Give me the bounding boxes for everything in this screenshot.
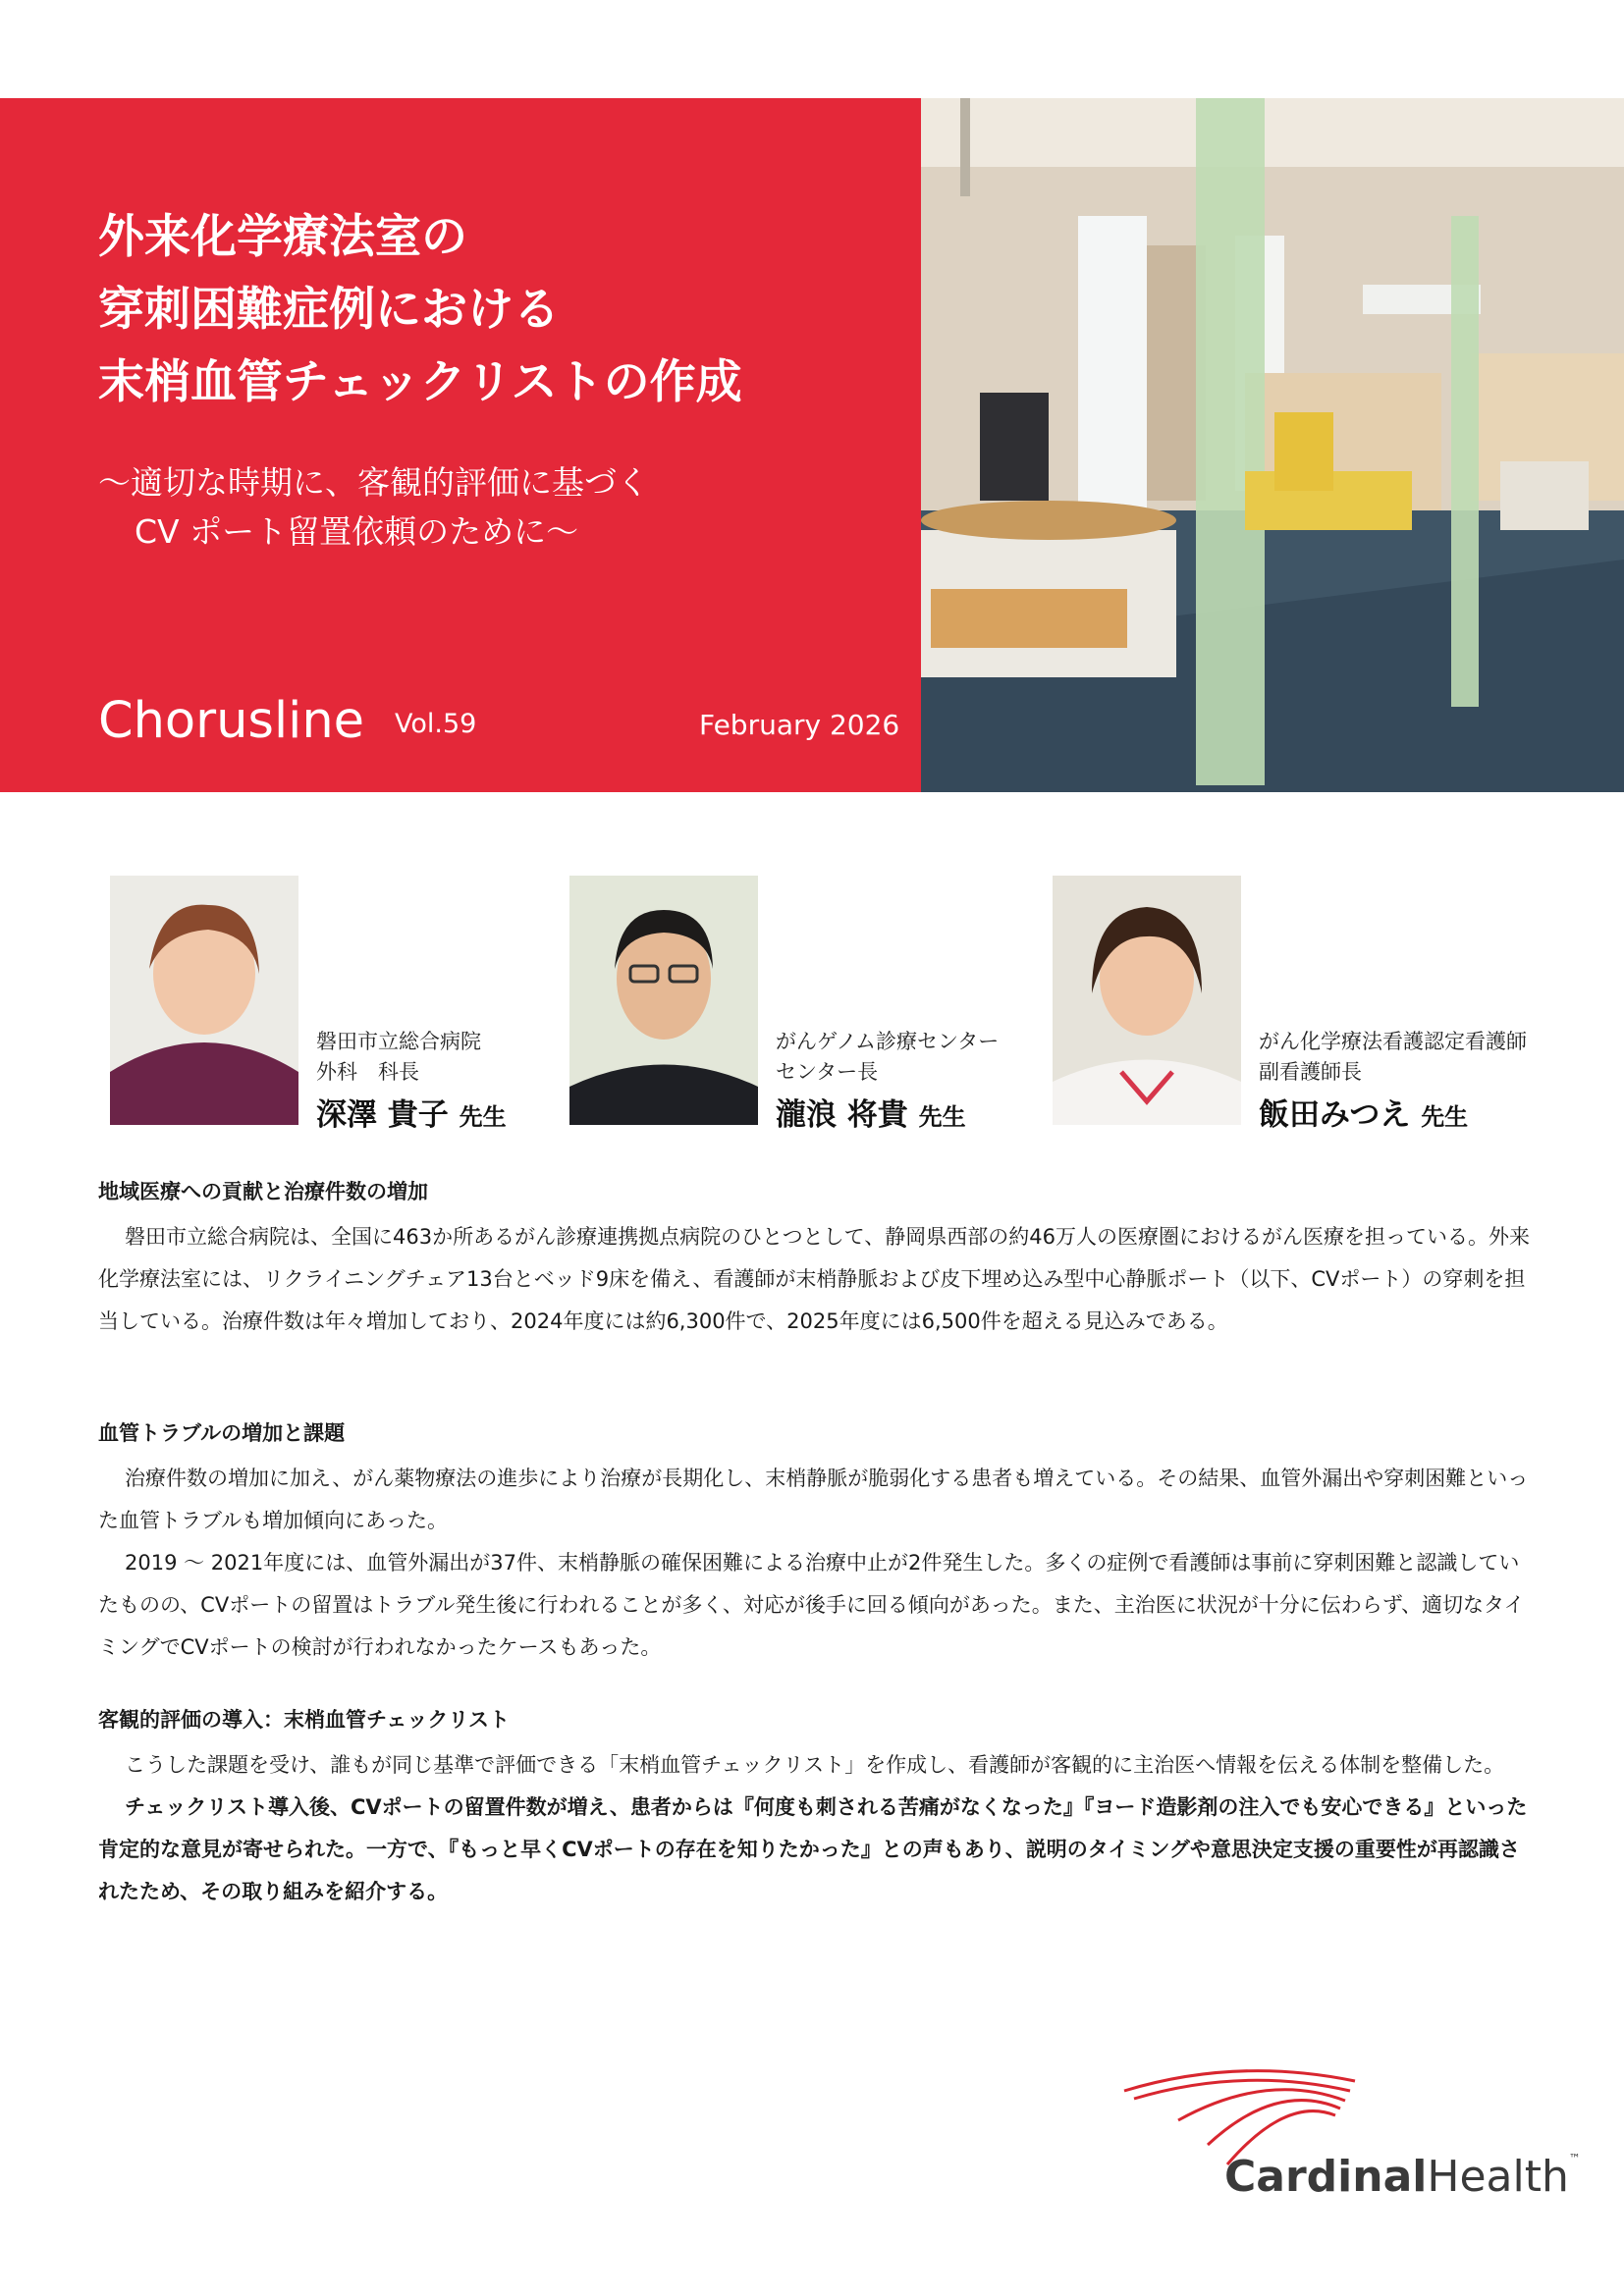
- title-line: 外来化学療法室の: [98, 210, 467, 264]
- article-subtitle: [98, 458, 649, 557]
- doctor-name: [776, 1090, 966, 1134]
- doctor-name-text: 瀧浪 将貴: [776, 1097, 908, 1133]
- doctor-honorific: 先生: [918, 1103, 966, 1131]
- title-panel: [0, 98, 921, 792]
- doctor-department: がんゲノム診療センター: [776, 1030, 1000, 1053]
- section-paragraph: 2019 ～ 2021年度には、血管外漏出が37件、末梢静脈の確保困難による治療中止が2件発生した。多くの症例で看護師は事前に穿刺困難と認識していたものの、CVポートの留置はトラブル発生後に行われることが多く、対応が後手に回る傾向があった。また、主治医に状況が十分に伝わらず、適切なタイミングでCVポートの検討が行われなかったケースもあった。: [98, 1551, 1525, 1659]
- section-bold-paragraph: チェックリスト導入後、CVポートの留置件数が増え、患者からは『何度も刺される苦痛がなくなった』『ヨード造影剤の注入でも安心できる』といった肯定的な意見が寄せられた。一方で、『もっと早くCVポートの存在を知りたかった』との声もあり、説明のタイミングや意思決定支援の重要性が再認識されたため、その取り組みを紹介する。: [98, 1795, 1528, 1903]
- title-line: 末梢血管チェックリストの作成: [98, 355, 742, 409]
- doctor-name: [316, 1090, 507, 1134]
- title-line: 穿刺困難症例における: [98, 283, 560, 337]
- cardinal-health-logo: [1119, 2061, 1581, 2238]
- doctor-name-text: 飯田みつえ: [1259, 1097, 1411, 1133]
- portrait-image: [110, 876, 298, 1125]
- portrait-iida: [1053, 876, 1241, 1125]
- trademark-symbol: ™: [1568, 2152, 1581, 2165]
- volume-number: Vol.59: [395, 709, 477, 739]
- issue-date: February 2026: [699, 709, 900, 741]
- section-paragraph: 治療件数の増加に加え、がん薬物療法の進歩により治療が長期化し、末梢静脈が脆弱化する患者も増えている。その結果、血管外漏出や穿刺困難といった血管トラブルも増加傾向にあった。: [98, 1467, 1529, 1532]
- logo-wordmark: [1224, 2152, 1581, 2202]
- doctor-position: 外科 科長: [316, 1060, 419, 1084]
- section-paragraph: こうした課題を受け、誰もが同じ基準で評価できる「末梢血管チェックリスト」を作成し、看護師が客観的に主治医へ情報を伝える体制を整備した。: [125, 1753, 1505, 1777]
- publication-name: Chorusline: [98, 692, 365, 750]
- doctor-position: センター長: [776, 1060, 879, 1084]
- doctor-affiliation: [776, 1027, 999, 1088]
- subtitle-line: CV ポート留置依頼のために～: [135, 512, 579, 551]
- portrait-fukazawa: [110, 876, 298, 1125]
- room-illustration: [921, 98, 1624, 792]
- doctor-honorific: 先生: [1421, 1103, 1469, 1131]
- portrait-takinami: [569, 876, 758, 1125]
- doctor-certification: がん化学療法看護認定看護師: [1259, 1030, 1527, 1053]
- subtitle-line: ～適切な時期に、客観的評価に基づく: [98, 463, 649, 502]
- doctor-affiliation: [316, 1027, 481, 1088]
- doctor-name-text: 深澤 貴子: [316, 1097, 449, 1133]
- portrait-image: [569, 876, 758, 1125]
- treatment-room-photo: [921, 98, 1624, 792]
- section-paragraph: 磐田市立総合病院は、全国に463か所あるがん診療連携拠点病院のひとつとして、静岡県西部の約46万人の医療圏におけるがん医療を担っている。外来化学療法室には、リクライニングチェア13台とベッド9床を備え、看護師が末梢静脈および皮下埋め込み型中心静脈ポート（以下、CVポート）の穿刺を担当している。治療件数は年々増加しており、2024年度には約6,300件で、2025年度には6,500件を超える見込みである。: [98, 1225, 1530, 1333]
- section-heading: 地域医療への貢献と治療件数の増加: [98, 1180, 428, 1203]
- doctor-name: [1259, 1090, 1468, 1134]
- doctor-position: 副看護師長: [1259, 1060, 1362, 1084]
- logo-word-cardinal: Cardinal: [1224, 2152, 1428, 2202]
- section-regional-care: [98, 1173, 1532, 1343]
- logo-word-health: Health: [1427, 2152, 1569, 2202]
- section-checklist: [98, 1701, 1532, 1913]
- article-title: [98, 201, 742, 419]
- section-vascular-trouble: [98, 1415, 1532, 1669]
- portrait-image: [1053, 876, 1241, 1125]
- doctor-affiliation: [1259, 1027, 1527, 1088]
- section-heading: 客観的評価の導入：末梢血管チェックリスト: [98, 1708, 510, 1732]
- doctor-hospital: 磐田市立総合病院: [316, 1030, 481, 1053]
- hero-banner: [0, 98, 1624, 792]
- section-heading: 血管トラブルの増加と課題: [98, 1421, 346, 1445]
- doctor-honorific: 先生: [459, 1103, 507, 1131]
